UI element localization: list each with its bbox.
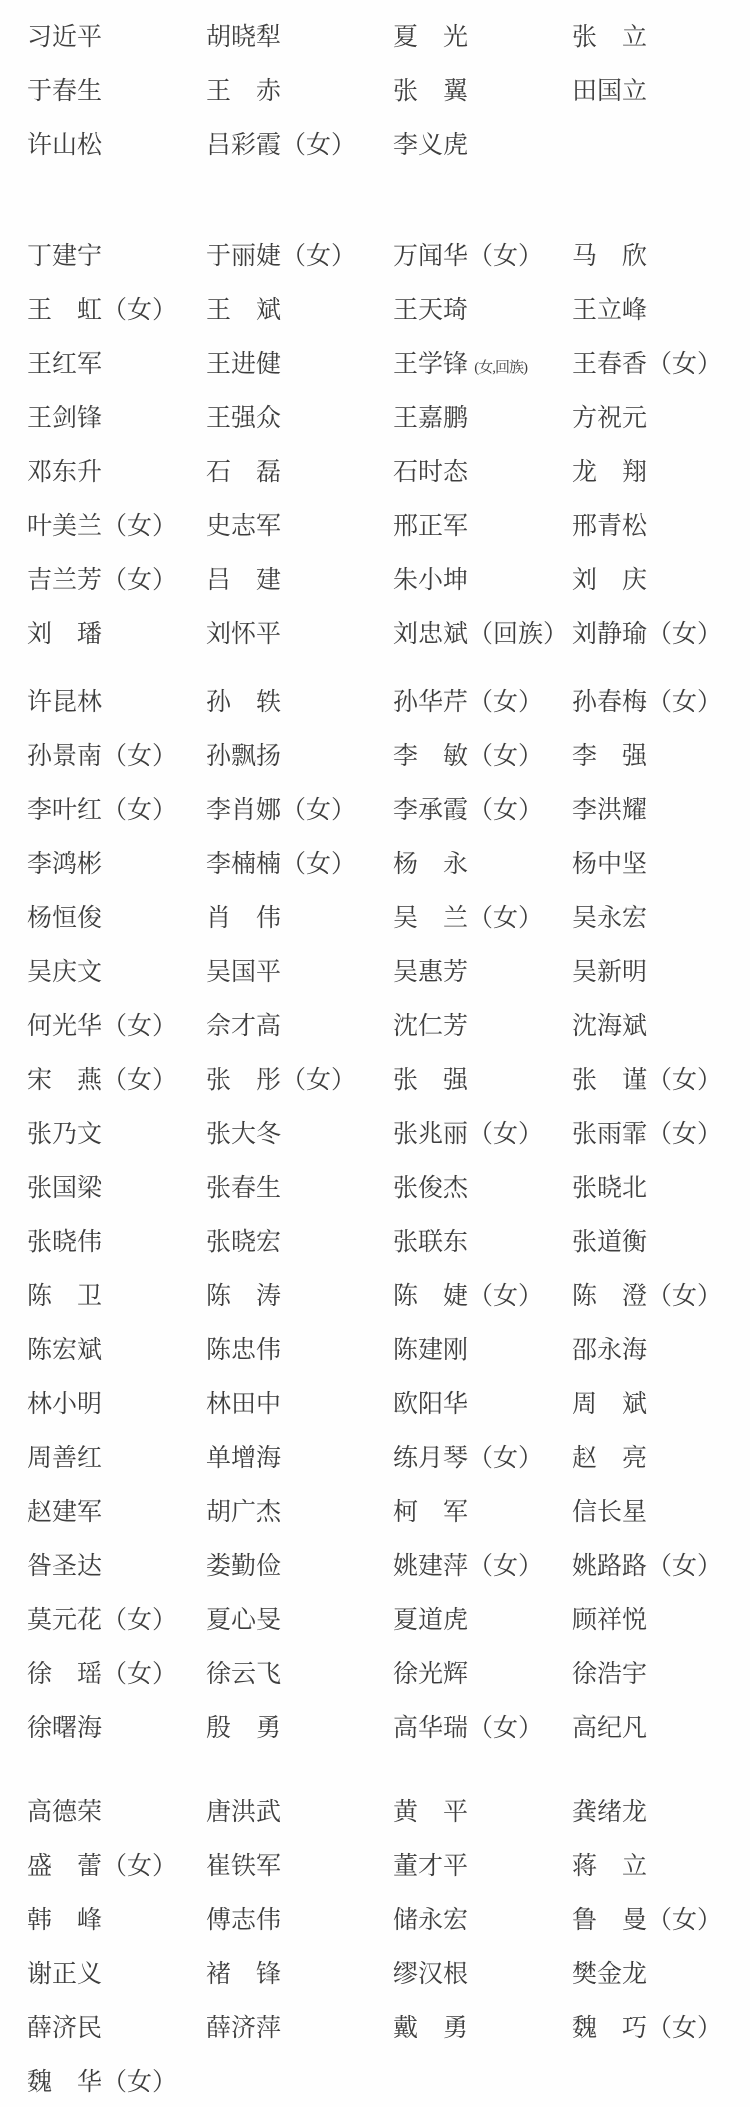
person-name: 吴惠芳 — [393, 959, 469, 986]
name-row — [27, 116, 750, 170]
person-name: 张大冬 — [206, 1121, 282, 1148]
person-name: 夏道虎 — [393, 1607, 469, 1634]
person-name: 姚建萍（女） — [393, 1553, 544, 1580]
person-name: 刘忠斌（回族） — [393, 621, 569, 648]
person-name: 胡广杰 — [206, 1499, 282, 1526]
person-name: 魏 华（女） — [27, 2069, 178, 2096]
person-name: 王立峰 — [572, 297, 648, 324]
person-name: 肖 伟 — [206, 905, 282, 932]
person-name: 王强众 — [206, 405, 282, 432]
person-name: 马 欣 — [572, 243, 648, 270]
person-name: 顾祥悦 — [572, 1607, 648, 1634]
person-name: 刘怀平 — [206, 621, 282, 648]
person-name: 练月琴（女） — [393, 1445, 544, 1472]
person-name: 朱小坤 — [393, 567, 469, 594]
name-row — [27, 835, 750, 889]
person-name: 邓东升 — [27, 459, 103, 486]
person-name: 张晓宏 — [206, 1229, 282, 1256]
person-name: 张 翼 — [393, 78, 469, 105]
person-name: 昝圣达 — [27, 1553, 103, 1580]
name-row — [27, 8, 750, 62]
person-name: 林小明 — [27, 1391, 103, 1418]
person-name: 习近平 — [27, 24, 103, 51]
name-row — [27, 443, 750, 497]
person-name: 戴 勇 — [393, 2015, 469, 2042]
person-name: 孙华芹（女） — [393, 689, 544, 716]
name-row — [27, 727, 750, 781]
person-name: 柯 军 — [393, 1499, 469, 1526]
person-name: 陈忠伟 — [206, 1337, 282, 1364]
person-name: 吴国平 — [206, 959, 282, 986]
name-row — [27, 1945, 750, 1999]
person-name: 张春生 — [206, 1175, 282, 1202]
name-row — [27, 1105, 750, 1159]
name-row — [27, 1699, 750, 1753]
person-name: 赵建军 — [27, 1499, 103, 1526]
name-row — [27, 389, 750, 443]
person-name: 徐云飞 — [206, 1661, 282, 1688]
name-row — [27, 1267, 750, 1321]
person-name: 王嘉鹏 — [393, 405, 469, 432]
person-name: 叶美兰（女） — [27, 513, 178, 540]
person-name: 孙 轶 — [206, 689, 282, 716]
person-name: 吉兰芳（女） — [27, 567, 178, 594]
person-name: 周善红 — [27, 1445, 103, 1472]
person-name: 杨 永 — [393, 851, 469, 878]
person-name: 李叶红（女） — [27, 797, 178, 824]
person-name: 欧阳华 — [393, 1391, 469, 1418]
name-row — [27, 1213, 750, 1267]
name-row — [27, 281, 750, 335]
person-name: 崔铁军 — [206, 1853, 282, 1880]
name-row — [27, 497, 750, 551]
person-name: 孙飘扬 — [206, 743, 282, 770]
name-row — [27, 1429, 750, 1483]
person-name: 张国梁 — [27, 1175, 103, 1202]
person-name: 高纪凡 — [572, 1715, 648, 1742]
name-row — [27, 1591, 750, 1645]
name-row — [27, 673, 750, 727]
person-name: 徐光辉 — [393, 1661, 469, 1688]
person-name: 夏 光 — [393, 24, 469, 51]
person-name: 孙景南（女） — [27, 743, 178, 770]
person-name: 吴庆文 — [27, 959, 103, 986]
person-name: 陈 涛 — [206, 1283, 282, 1310]
person-name: 王 赤 — [206, 78, 282, 105]
person-name: 龚绪龙 — [572, 1799, 648, 1826]
name-row — [27, 1159, 750, 1213]
person-name: 张俊杰 — [393, 1175, 469, 1202]
person-name: 何光华（女） — [27, 1013, 178, 1040]
person-name: 杨恒俊 — [27, 905, 103, 932]
person-name: 盛 蕾（女） — [27, 1853, 178, 1880]
person-name: 王红军 — [27, 351, 103, 378]
name-row — [27, 1645, 750, 1699]
person-name: 李承霞（女） — [393, 797, 544, 824]
person-name: 高德荣 — [27, 1799, 103, 1826]
person-name: 邢青松 — [572, 513, 648, 540]
person-note: (女,回族) — [474, 360, 528, 376]
person-name: 徐 瑶（女） — [27, 1661, 178, 1688]
person-name: 于丽婕（女） — [206, 243, 357, 270]
person-name: 于春生 — [27, 78, 103, 105]
person-name: 姚路路（女） — [572, 1553, 723, 1580]
person-name: 樊金龙 — [572, 1961, 648, 1988]
name-row — [27, 227, 750, 281]
person-name: 刘静瑜（女） — [572, 621, 723, 648]
person-name: 陈 婕（女） — [393, 1283, 544, 1310]
name-row — [27, 1051, 750, 1105]
person-name — [393, 344, 572, 380]
name-row — [27, 335, 750, 389]
person-name: 龙 翔 — [572, 459, 648, 486]
person-name: 万闻华（女） — [393, 243, 544, 270]
person-name: 张 谨（女） — [572, 1067, 723, 1094]
person-name: 谢正义 — [27, 1961, 103, 1988]
name-row — [27, 1891, 750, 1945]
person-name: 陈 澄（女） — [572, 1283, 723, 1310]
person-name: 黄 平 — [393, 1799, 469, 1826]
person-name: 李楠楠（女） — [206, 851, 357, 878]
person-name: 吴新明 — [572, 959, 648, 986]
person-name: 储永宏 — [393, 1907, 469, 1934]
name-list — [27, 8, 750, 2107]
name-row — [27, 1783, 750, 1837]
person-name: 张晓北 — [572, 1175, 648, 1202]
person-name: 邵永海 — [572, 1337, 648, 1364]
person-name: 吴 兰（女） — [393, 905, 544, 932]
person-name: 韩 峰 — [27, 1907, 103, 1934]
person-name: 赵 亮 — [572, 1445, 648, 1472]
person-name: 张 彤（女） — [206, 1067, 357, 1094]
roster-section-1 — [27, 8, 750, 170]
person-name: 沈仁芳 — [393, 1013, 469, 1040]
name-row — [27, 1321, 750, 1375]
person-name: 许昆林 — [27, 689, 103, 716]
person-name: 李肖娜（女） — [206, 797, 357, 824]
person-name: 孙春梅（女） — [572, 689, 723, 716]
person-name: 单增海 — [206, 1445, 282, 1472]
person-name: 李鸿彬 — [27, 851, 103, 878]
name-row — [27, 1483, 750, 1537]
person-name: 李 强 — [572, 743, 648, 770]
name-row — [27, 62, 750, 116]
roster-section-3 — [27, 673, 750, 1753]
person-name: 宋 燕（女） — [27, 1067, 178, 1094]
person-name: 薛济萍 — [206, 2015, 282, 2042]
person-name: 吕 建 — [206, 567, 282, 594]
person-name: 高华瑞（女） — [393, 1715, 544, 1742]
person-name: 李义虎 — [393, 132, 469, 159]
name-row — [27, 889, 750, 943]
person-name: 傅志伟 — [206, 1907, 282, 1934]
person-name: 缪汉根 — [393, 1961, 469, 1988]
person-name: 胡晓犁 — [206, 24, 282, 51]
name-row — [27, 781, 750, 835]
person-name: 王 虹（女） — [27, 297, 178, 324]
person-name: 薛济民 — [27, 2015, 103, 2042]
person-name: 周 斌 — [572, 1391, 648, 1418]
person-name: 杨中坚 — [572, 851, 648, 878]
person-name: 王天琦 — [393, 297, 469, 324]
name-row — [27, 997, 750, 1051]
person-name: 方祝元 — [572, 405, 648, 432]
person-name: 张 强 — [393, 1067, 469, 1094]
person-name: 许山松 — [27, 132, 103, 159]
person-name: 刘 璠 — [27, 621, 103, 648]
person-name: 刘 庆 — [572, 567, 648, 594]
person-name: 陈宏斌 — [27, 1337, 103, 1364]
person-name-text: 王学锋 — [393, 351, 469, 378]
person-name: 邢正军 — [393, 513, 469, 540]
roster-section-2 — [27, 227, 750, 659]
person-name: 王剑锋 — [27, 405, 103, 432]
name-row — [27, 551, 750, 605]
name-row — [27, 1537, 750, 1591]
person-name: 陈 卫 — [27, 1283, 103, 1310]
name-row — [27, 943, 750, 997]
person-name: 吕彩霞（女） — [206, 132, 357, 159]
person-name: 鲁 曼（女） — [572, 1907, 723, 1934]
person-name: 石 磊 — [206, 459, 282, 486]
person-name: 莫元花（女） — [27, 1607, 178, 1634]
person-name: 李 敏（女） — [393, 743, 544, 770]
roster-section-4 — [27, 1783, 750, 2107]
person-name: 张道衡 — [572, 1229, 648, 1256]
person-name: 信长星 — [572, 1499, 648, 1526]
name-row — [27, 1837, 750, 1891]
name-row — [27, 2053, 750, 2107]
person-name: 张兆丽（女） — [393, 1121, 544, 1148]
person-name: 王春香（女） — [572, 351, 723, 378]
person-name: 徐浩宇 — [572, 1661, 648, 1688]
person-name: 徐曙海 — [27, 1715, 103, 1742]
person-name: 褚 锋 — [206, 1961, 282, 1988]
name-row — [27, 1375, 750, 1429]
person-name: 陈建刚 — [393, 1337, 469, 1364]
person-name: 田国立 — [572, 78, 648, 105]
name-row — [27, 605, 750, 659]
person-name: 张乃文 — [27, 1121, 103, 1148]
person-name: 张晓伟 — [27, 1229, 103, 1256]
person-name: 张雨霏（女） — [572, 1121, 723, 1148]
person-name: 丁建宁 — [27, 243, 103, 270]
person-name: 石时态 — [393, 459, 469, 486]
person-name: 娄勤俭 — [206, 1553, 282, 1580]
person-name: 史志军 — [206, 513, 282, 540]
person-name: 蒋 立 — [572, 1853, 648, 1880]
person-name: 佘才高 — [206, 1013, 282, 1040]
person-name: 沈海斌 — [572, 1013, 648, 1040]
person-name: 董才平 — [393, 1853, 469, 1880]
person-name: 殷 勇 — [206, 1715, 282, 1742]
person-name: 张 立 — [572, 24, 648, 51]
person-name: 吴永宏 — [572, 905, 648, 932]
person-name: 唐洪武 — [206, 1799, 282, 1826]
person-name: 魏 巧（女） — [572, 2015, 723, 2042]
person-name: 李洪耀 — [572, 797, 648, 824]
person-name: 王 斌 — [206, 297, 282, 324]
person-name: 王进健 — [206, 351, 282, 378]
name-row — [27, 1999, 750, 2053]
person-name: 张联东 — [393, 1229, 469, 1256]
person-name: 林田中 — [206, 1391, 282, 1418]
person-name: 夏心旻 — [206, 1607, 282, 1634]
